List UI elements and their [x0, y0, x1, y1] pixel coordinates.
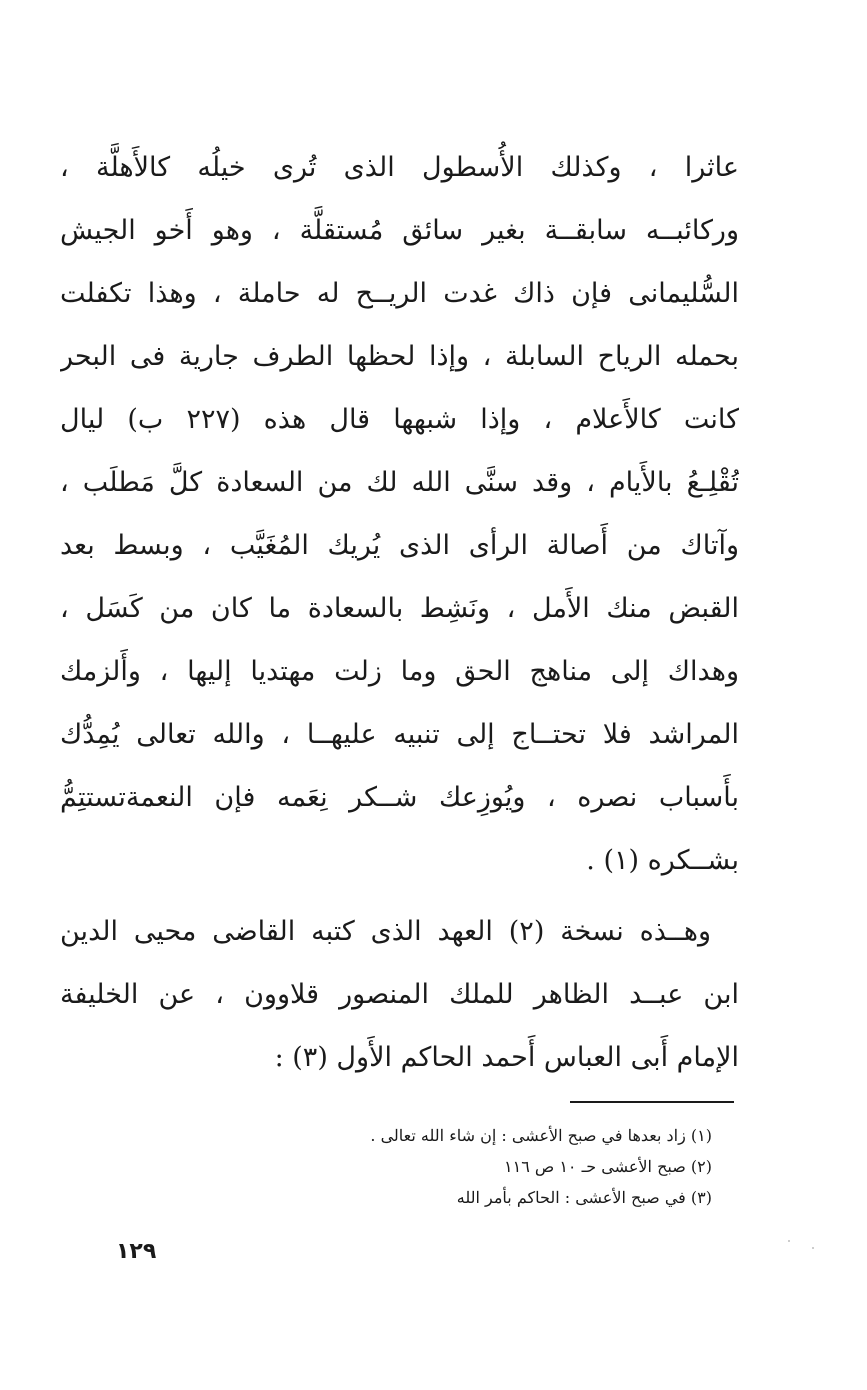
footnote-separator [570, 1101, 734, 1103]
text-line: وآتاك من أَصالة الرأى الذى يُريك المُغَيَّب ، وبسط بعد [60, 530, 739, 561]
text-line: الإمام أَبى العباس أَحمد الحاكم الأَول (٣) : [274, 1042, 739, 1073]
text-line: بأَسباب نصره ، ويُوزِعك شــكر نِعَمه فإن النعمةتستتِمُّ [60, 782, 739, 813]
scan-speck [812, 1247, 814, 1249]
text-line: وهــذه نسخة (٢) العهد الذى كتبه القاضى محيى الدين [60, 916, 711, 947]
scan-speck [788, 1240, 790, 1242]
page-number: ١٢٩ [116, 1239, 157, 1264]
text-line: السُّليمانى فإن ذاك غدت الريــح له حاملة ، وهذا تكفلت [60, 278, 739, 309]
text-line: تُقْلِـعُ بالأَيام ، وقد سنَّى الله لك من السعادة كلَّ مَطلَب ، [60, 467, 739, 498]
paragraph-gap [60, 892, 739, 900]
footnote: (١) زاد بعدها في صبح الأعشى : إن شاء الله تعالى . [370, 1126, 712, 1145]
text-line: عاثرا ، وكذلك الأُسطول الذى تُرى خيلُه كالأَهلَّة ، [60, 152, 739, 183]
text-line: وهداك إلى مناهج الحق وما زلت مهتديا إليها ، وأَلزمك [60, 656, 739, 687]
text-line: بحمله الرياح السابلة ، وإذا لحظها الطرف جارية فى البحر [60, 341, 739, 372]
main-text [60, 136, 739, 1089]
text-line: المراشد فلا تحتــاج إلى تنبيه عليهــا ، والله تعالى يُمِدُّك [60, 719, 739, 750]
footnote: (٢) صبح الأعشى حـ ١٠ ص ١١٦ [504, 1157, 712, 1176]
text-line: ابن عبــد الظاهر للملك المنصور قلاوون ، عن الخليفة [60, 979, 739, 1010]
text-line: بشــكره (١) . [586, 845, 739, 876]
text-line: كانت كالأَعلام ، وإذا شبهها قال هذه (٢٢٧ ب) ليال [60, 404, 739, 435]
footnote: (٣) في صبح الأعشى : الحاكم بأمر الله [456, 1188, 712, 1207]
text-line: القبض منك الأَمل ، ونَشِط بالسعادة ما كان من كَسَل ، [60, 593, 739, 624]
footnotes [370, 1120, 712, 1213]
text-line: وركائبــه سابقــة بغير سائق مُستقلَّة ، وهو أَخو الجيش [60, 215, 739, 246]
